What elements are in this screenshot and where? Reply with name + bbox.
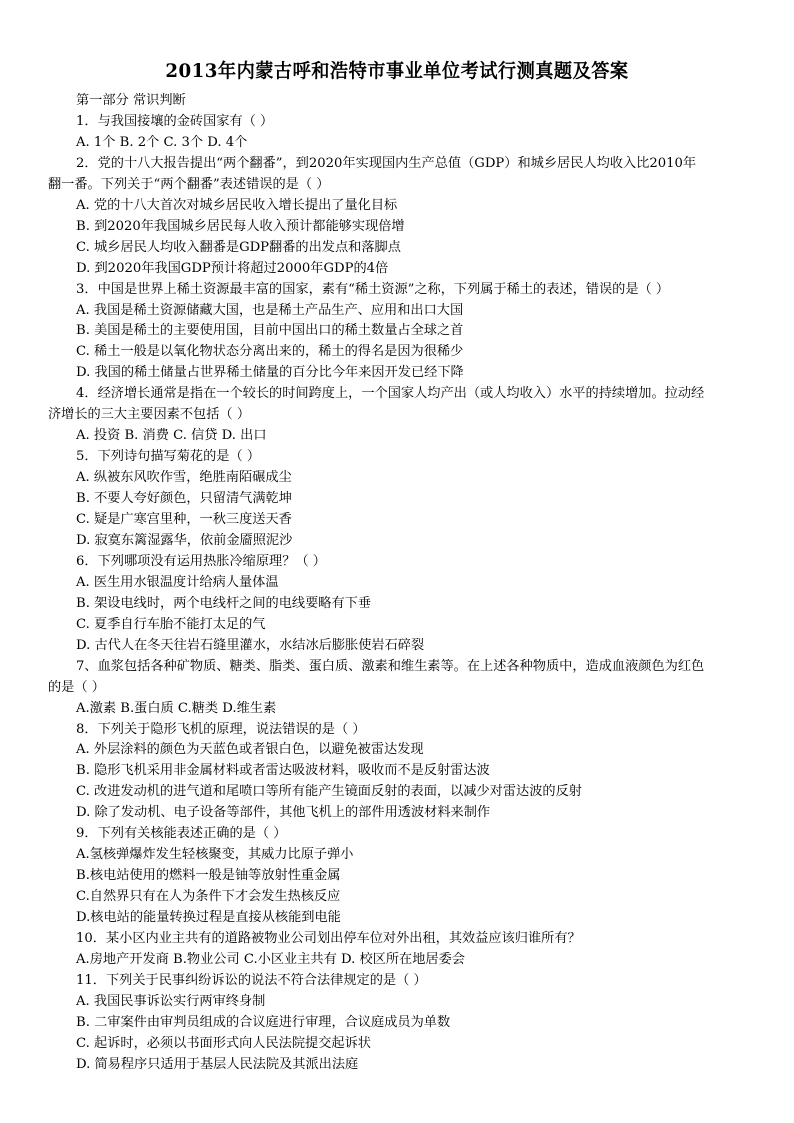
text-line: D. 除了发动机、电子设备等部件，其他飞机上的部件用透波材料来制作	[76, 805, 491, 821]
text-line: A. 我国民事诉讼实行两审终身制	[76, 993, 266, 1009]
text-line: A. 纵被东风吹作雪，绝胜南陌碾成尘	[76, 470, 292, 486]
text-line: C. 稀土一般是以氧化物状态分离出来的，稀土的得名是因为很稀少	[76, 344, 464, 360]
text-line: B. 隐形飞机采用非金属材料或者雷达吸波材料，吸收而不是反射雷达波	[76, 763, 490, 779]
text-line: B. 美国是稀土的主要使用国，目前中国出口的稀土数量占全球之首	[76, 323, 464, 339]
text-line: A. 我国是稀土资源储藏大国，也是稀土产品生产、应用和出口大国	[76, 302, 464, 318]
text-line: A.房地产开发商 B.物业公司 C.小区业主共有 D. 校区所在地居委会	[76, 951, 465, 967]
text-line: 6．下列哪项没有运用热胀冷缩原理？（ ）	[76, 553, 326, 569]
text-line: 9．下列有关核能表述正确的是（ ）	[76, 826, 287, 842]
text-line: B.核电站使用的燃料一般是铀等放射性重金属	[76, 868, 341, 884]
text-line: 翻一番。下列关于“两个翻番”表述错误的是（ ）	[48, 176, 330, 192]
text-line: C. 起诉时，必须以书面形式向人民法院提交起诉状	[76, 1035, 371, 1051]
text-line: 10．某小区内业主共有的道路被物业公司划出停车位对外出租，其效益应该归谁所有？	[76, 931, 581, 946]
text-line: D. 到2020年我国GDP预计将超过2000年GDP的4倍	[76, 260, 389, 276]
text-line: D. 我国的稀土储量占世界稀土储量的百分比今年来因开发已经下降	[76, 365, 464, 381]
text-line: D. 简易程序只适用于基层人民法院及其派出法庭	[76, 1056, 359, 1072]
text-line: B. 二审案件由审判员组成的合议庭进行审理，合议庭成员为单数	[76, 1014, 451, 1030]
text-line: 第一部分 常识判断	[76, 93, 186, 108]
text-line: A. 投资 B. 消费 C. 信贷 D. 出口	[76, 428, 267, 444]
document-title: 2013年内蒙古呼和浩特市事业单位考试行测真题及答案	[165, 60, 629, 82]
text-line: A. 外层涂料的颜色为天蓝色或者银白色，以避免被雷达发现	[76, 742, 424, 758]
text-line: A.氢核弹爆炸发生轻核聚变，其威力比原子弹小	[76, 847, 354, 863]
text-line: A. 医生用水银温度计给病人量体温	[76, 574, 279, 590]
text-line: B. 到2020年我国城乡居民每人收入预计都能够实现倍增	[76, 218, 405, 234]
text-line: A. 党的十八大首次对城乡居民收入增长提出了量化目标	[76, 197, 398, 213]
text-line: 济增长的三大主要因素不包括（ ）	[48, 407, 251, 423]
text-line: D. 寂寞东篱湿露华，依前金靥照泥沙	[76, 532, 293, 548]
text-line: C. 夏季自行车胎不能打太足的气	[76, 616, 266, 632]
text-line: C.自然界只有在人为条件下才会发生热核反应	[76, 889, 341, 905]
text-line: C. 改进发动机的进气道和尾喷口等所有能产生镜面反射的表面，以减少对雷达波的反射	[76, 784, 582, 800]
text-line: C. 疑是广寒宫里种，一秋三度送天香	[76, 512, 292, 527]
text-line: 8．下列关于隐形飞机的原理，说法错误的是（ ）	[76, 721, 366, 737]
text-line: 7、血浆包括各种矿物质、糖类、脂类、蛋白质、激素和维生素等。在上述各种物质中，造成血液颜色为红色	[76, 658, 705, 674]
text-line: 1．与我国接壤的金砖国家有（ ）	[76, 113, 274, 129]
text-line: 4．经济增长通常是指在一个较长的时间跨度上，一个国家人均产出（或人均收入）水平的持续增加。拉动经	[76, 386, 705, 402]
text-line: D. 古代人在冬天往岩石缝里灌水，水结冰后膨胀使岩石碎裂	[76, 637, 425, 653]
text-line: 5．下列诗句描写菊花的是（ ）	[76, 449, 261, 465]
text-line: D.核电站的能量转换过程是直接从核能到电能	[76, 910, 341, 926]
text-line: B. 不要人夸好颜色，只留清气满乾坤	[76, 491, 292, 507]
text-line: 2．党的十八大报告提出“两个翻番”，到2020年实现国内生产总值（GDP）和城乡居民人均收入比2010年	[76, 155, 697, 171]
text-line: 11．下列关于民事纠纷诉讼的说法不符合法律规定的是（ ）	[76, 972, 427, 988]
text-line: 的是（ ）	[48, 679, 105, 695]
text-line: A.激素 B.蛋白质 C.糖类 D.维生素	[76, 700, 277, 716]
text-line: C. 城乡居民人均收入翻番是GDP翻番的出发点和落脚点	[76, 239, 401, 255]
text-line: 3．中国是世界上稀土资源最丰富的国家，素有“稀土资源”之称，下列属于稀土的表述，错误的是（ ）	[76, 281, 670, 297]
text-line: B. 架设电线时，两个电线杆之间的电线要略有下垂	[76, 595, 372, 611]
text-line: A. 1个 B. 2个 C. 3个 D. 4个	[76, 134, 248, 150]
